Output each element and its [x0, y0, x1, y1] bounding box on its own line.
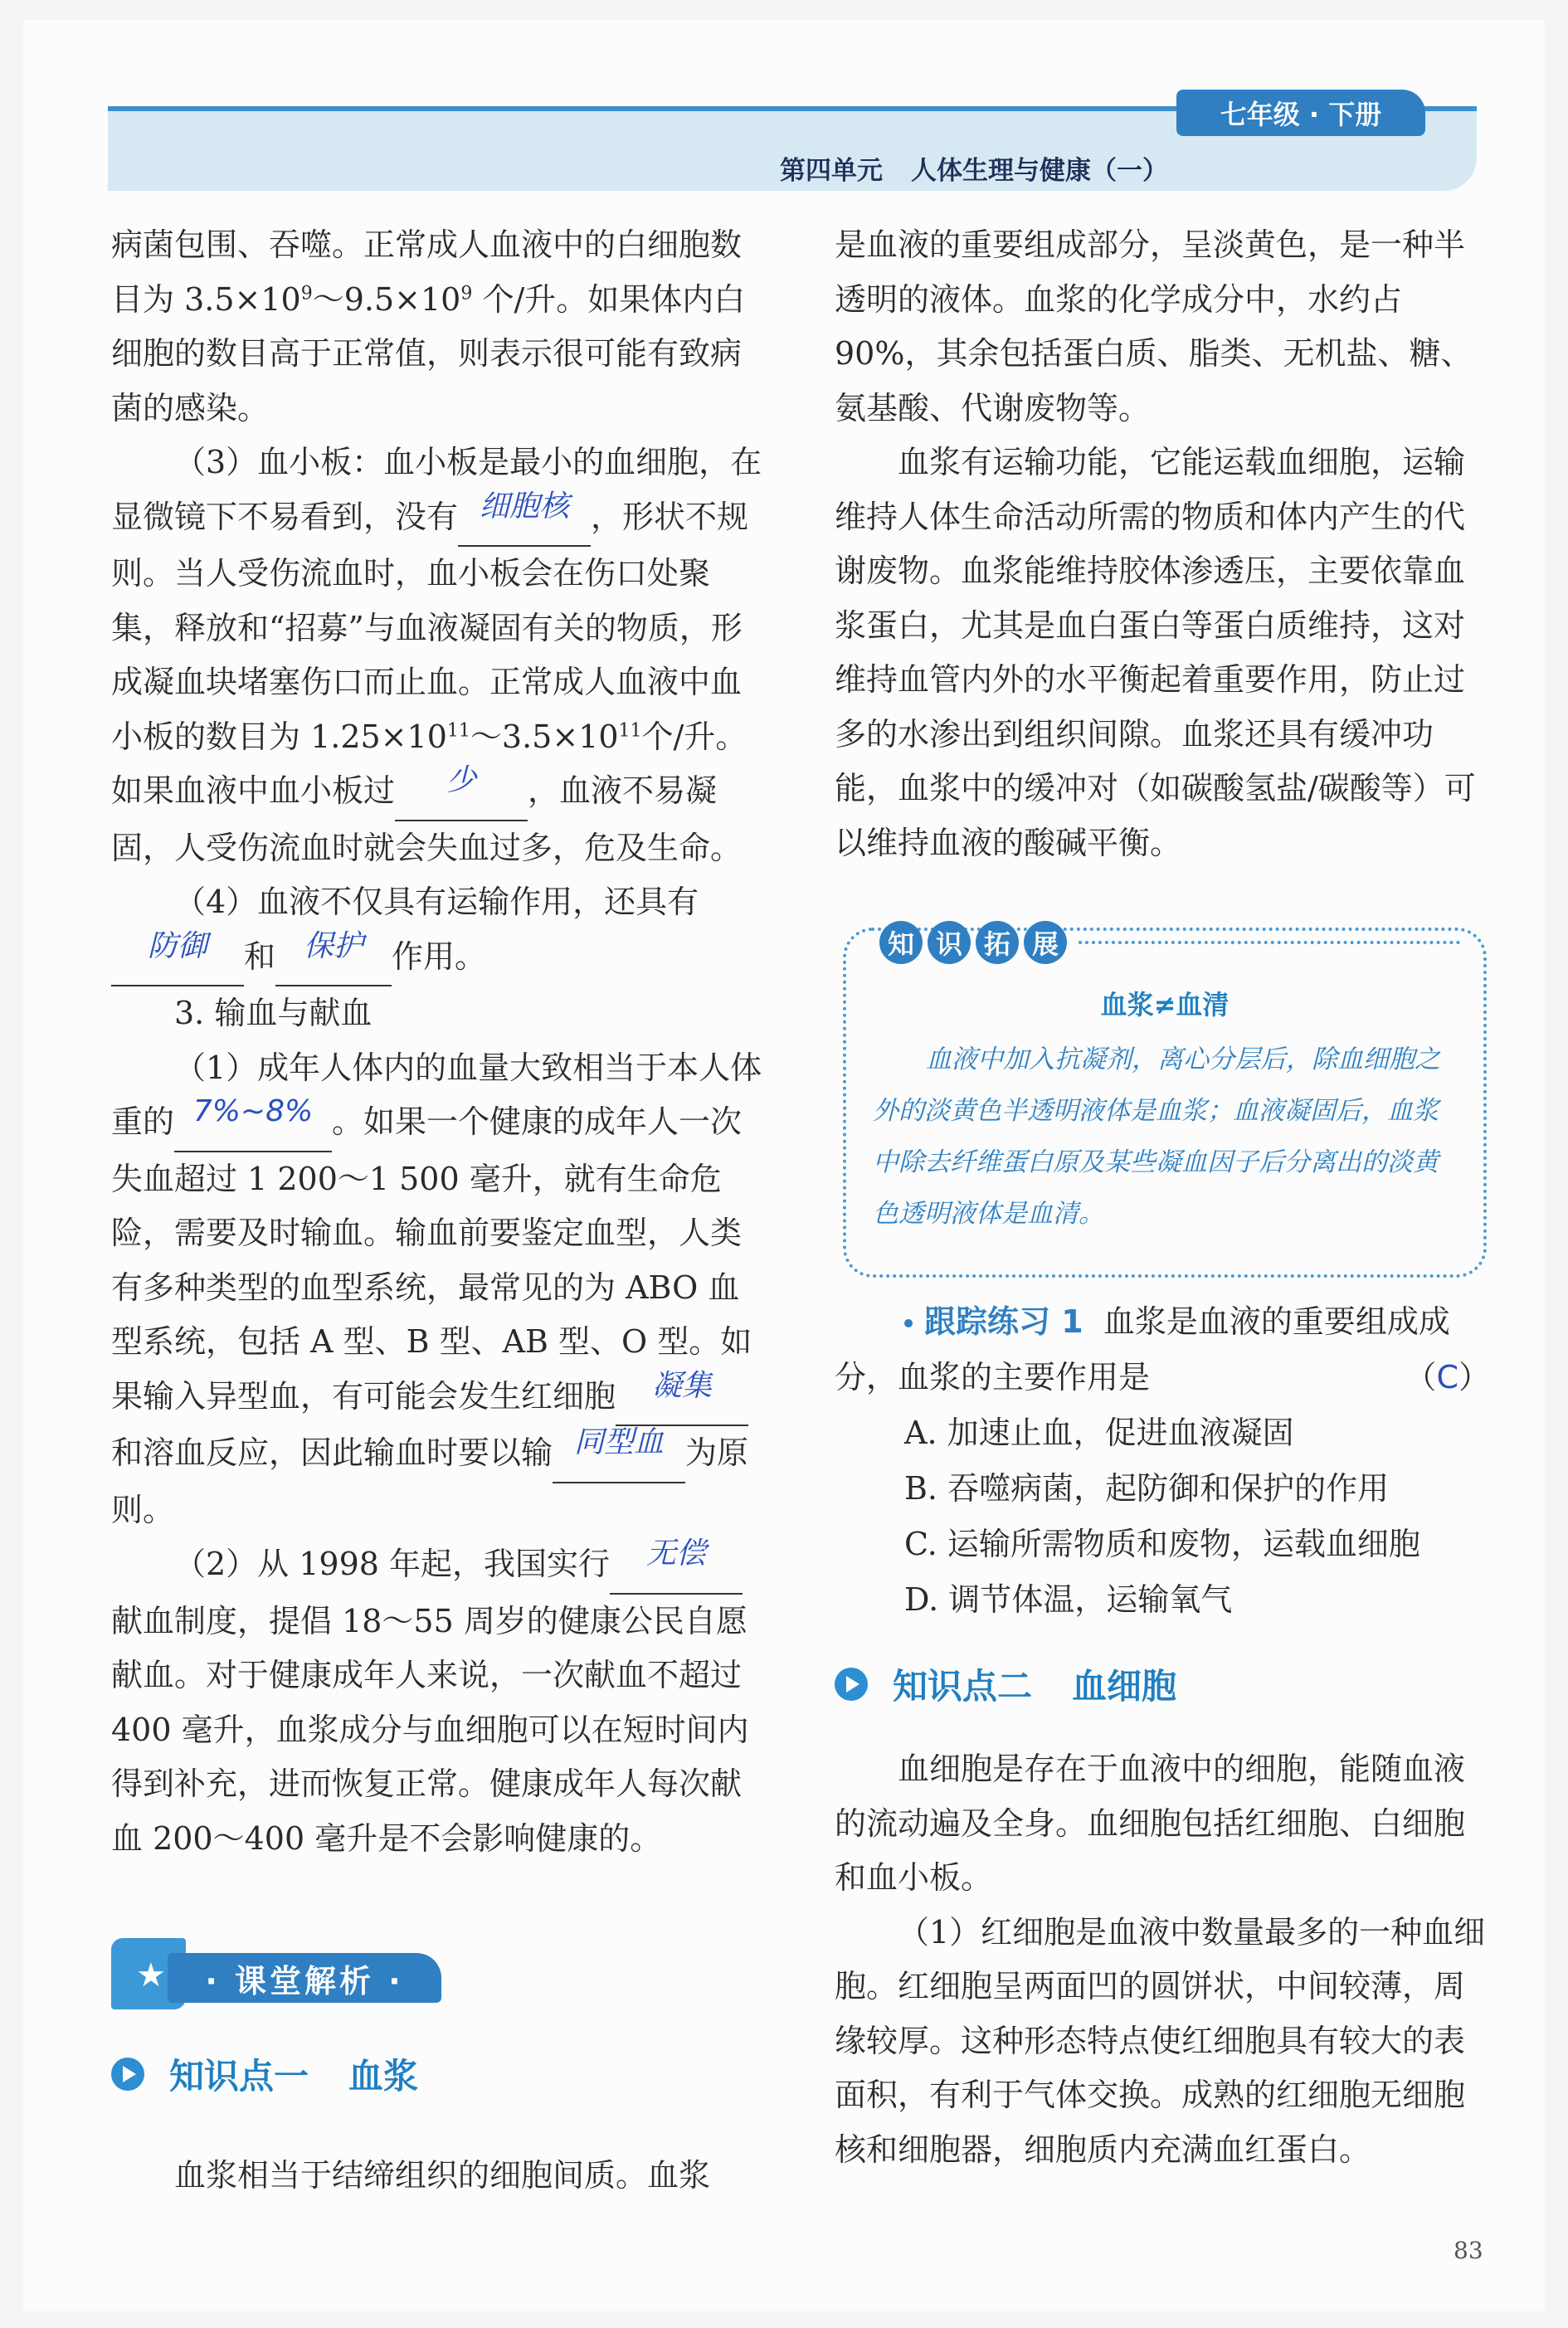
bullet-icon	[904, 1319, 913, 1327]
paragraph: 是血液的重要组成部分，呈淡黄色，是一种半透明的液体。血浆的化学成分中，水约占 90%，其余包括蛋白质、脂类、无机盐、糖、氨基酸、代谢废物等。	[835, 226, 1473, 426]
paragraph: 病菌包围、吞噬。正常成人血液中的白细胞数目为 $3.5\times 10^9\sim 9.5\times 10^9$ 个/升。如果体内白细胞的数目高于正常值，则表示很可能有致病菌的感染。	[111, 226, 746, 426]
option-c[interactable]: C. 运输所需物质和废物，运载血细胞	[904, 1526, 1420, 1562]
paragraph-plasma-function: 血浆有运输功能，它能运载血细胞，运输维持人体生命活动所需的物质和体内产生的代谢废物。血浆能维持胶体渗透压，主要依靠血浆蛋白，尤其是血白蛋白等蛋白质维持，这对维持血管内外的水平衡起着重要作用，防止过多的水渗出到组织间隙。血浆还具有缓冲功能，血浆中的缓冲对（如碳酸氢盐/碳酸等）可以维持血液的酸碱平衡。	[835, 444, 1476, 861]
left-column	[111, 218, 767, 1866]
answer-blank[interactable]: 保护	[275, 931, 392, 987]
play-icon	[835, 1668, 868, 1701]
paragraph-platelet: （3）血小板：血小板是最小的血细胞，在显微镜下不易看到，没有 细胞核 ，形状不规则。当人受伤流血时，血小板会在伤口处聚集，释放和“招募”与血液凝固有关的物质，形成凝血块堵塞伤口而止血。正常成人血液中血小板的数目为 $1.25\times 10^{11}\sim 3.5\times 10^{11}$个/升。如果血液中血小板过 少 ，血液不易凝固，人受伤流血时就会失血过多，危及生命。	[111, 444, 762, 866]
answer-blank[interactable]: 无偿	[610, 1538, 743, 1595]
answer-blank[interactable]: 7%~8%	[174, 1096, 332, 1152]
play-icon	[111, 2058, 144, 2091]
option-a[interactable]: A. 加速止血，促进血液凝固	[904, 1415, 1294, 1451]
blood-cell-text: 血细胞是存在于血液中的细胞，能随血液的流动遍及全身。血细胞包括红细胞、白细胞和血小板。 （1）红细胞是血液中数量最多的一种血细胞。红细胞呈两面凹的圆饼状，中间较薄，周缘较厚。这种形态特点使红细胞具有较大的表面积，有利于气体交换。成熟的红细胞无细胞核和细胞器，细胞质内充满血红蛋白。	[835, 1751, 1486, 2168]
knowledge-point-1-heading: 知识点一 血浆	[111, 2049, 418, 2099]
extension-text: 血液中加入抗凝剂，离心分层后，除血细胞之外的淡黄色半透明液体是血浆；血液凝固后，血浆中除去纤维蛋白原及某些凝血因子后分离出的淡黄色透明液体是血清。	[873, 1045, 1440, 1229]
practice-question: 跟踪练习 1 血浆是血液的重要组成成分，血浆的主要作用是 （C） A. 加速止血，促进血液凝固 B. 吞噬病菌，起防御和保护的作用 C. 运输所需物质和废物，运载血细胞 D. 调节体温，运输氧气	[835, 1294, 1490, 1628]
paragraph-blood-volume: （1）成年人体内的血量大致相当于本人体重的 7%~8% 。如果一个健康的成年人一次失血超过 1 200～1 500 毫升，就有生命危险，需要及时输血。输血前要鉴定血型，人类有多种类型的血型系统，最常见的为 ABO 血型系统，包括 A 型、B 型、AB 型、O 型。如果输入异型血，有可能会发生红细胞 凝集和溶血反应，因此输血时要以输 同型血 为原则。	[111, 1049, 762, 1528]
grade-tab: 七年级 · 下册	[1176, 90, 1425, 136]
answer-blank[interactable]: 少	[395, 765, 528, 821]
extension-subtitle: 血浆≠血清	[1100, 989, 1230, 1020]
knowledge-extension-title: 知 识 拓 展	[879, 921, 1067, 964]
answer-blank[interactable]: 同型血	[553, 1427, 685, 1483]
answer-blank[interactable]: 凝集	[616, 1371, 748, 1427]
option-d[interactable]: D. 调节体温，运输氧气	[904, 1581, 1233, 1618]
knowledge-point-2-heading: 知识点二 血细胞	[835, 1659, 1176, 1709]
unit-header	[780, 149, 1211, 187]
dotted-divider	[1079, 941, 1460, 944]
answer-blank[interactable]: 细胞核	[458, 491, 591, 548]
unit-label: 第四单元	[780, 156, 883, 186]
right-column	[835, 218, 1490, 870]
page-number: 83	[1454, 2237, 1483, 2264]
knowledge-point-1-text: 血浆相当于结缔组织的细胞间质。血浆	[174, 2157, 711, 2194]
answer-choice[interactable]: C	[1436, 1359, 1458, 1395]
subheading-transfusion: 3. 输血与献血	[174, 995, 373, 1031]
banner-label: · 课堂解析 ·	[168, 1953, 441, 2003]
paragraph-donation: （2）从 1998 年起，我国实行 无偿献血制度，提倡 18～55 周岁的健康公民自愿献血。对于健康成年人来说，一次献血不超过 400 毫升，血浆成分与血细胞可以在短时间内得到补充，进而恢复正常。健康成年人每次献血 200～400 毫升是不会影响健康的。	[111, 1537, 749, 1857]
option-b[interactable]: B. 吞噬病菌，起防御和保护的作用	[904, 1470, 1390, 1507]
paragraph-blood-function: （4）血液不仅具有运输作用，还具有防御 和 保护 作用。	[111, 875, 767, 986]
class-analysis-banner	[111, 1938, 451, 2009]
answer-blank[interactable]: 防御	[111, 931, 244, 987]
unit-title: 人体生理与健康（一）	[911, 156, 1168, 186]
